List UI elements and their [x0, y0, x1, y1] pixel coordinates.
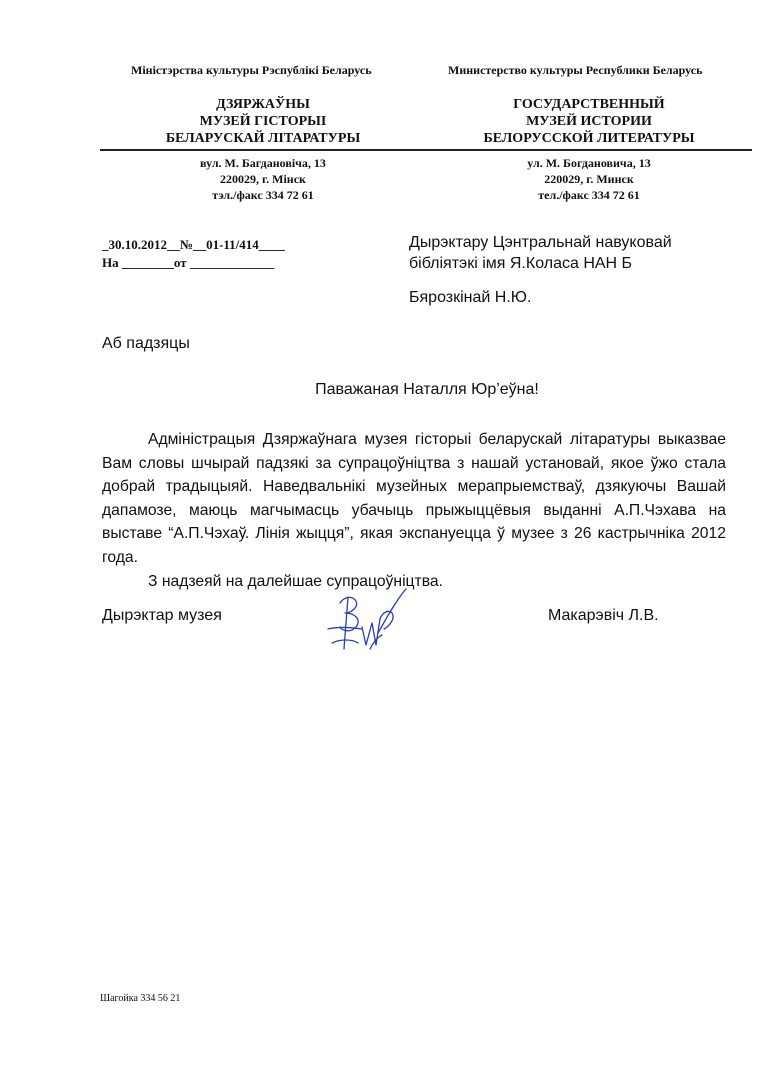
- address-line: ул. М. Богдановича, 13: [527, 156, 651, 170]
- ministry-belarusian: Міністэрства культуры Рэспублікі Беларусь: [131, 63, 372, 77]
- recipient-block: [409, 232, 672, 274]
- body-paragraph: З надзеяй на далейшае супрацоўніцтва.: [148, 572, 443, 590]
- handwritten-signature: [318, 583, 414, 663]
- org-line: МУЗЕЙ ИСТОРИИ: [526, 114, 652, 129]
- registration-reply-to: На ________от _____________: [102, 255, 275, 270]
- letter-body: [102, 428, 726, 593]
- signatory-name: Макарэвіч Л.В.: [548, 607, 659, 624]
- signatory-role: Дырэктар музея: [102, 607, 222, 624]
- org-line: ГОСУДАРСТВЕННЫЙ: [513, 97, 665, 112]
- recipient-name: Бярозкінай Н.Ю.: [409, 289, 532, 306]
- ministry-russian: Министерство культуры Республики Беларусь: [448, 63, 703, 77]
- address-line: вул. М. Багдановіча, 13: [200, 156, 326, 170]
- registration-date-number: _30.10.2012__№__01-11/414____: [102, 237, 285, 252]
- address-belarusian: [128, 155, 398, 203]
- org-line: БЕЛАРУСКАЙ ЛІТАРАТУРЫ: [165, 131, 361, 146]
- letterhead-divider: [100, 149, 752, 151]
- address-russian: [454, 155, 724, 203]
- address-line: 220029, г. Мінск: [220, 172, 306, 186]
- recipient-institution: бібліятэкі імя Я.Коласа НАН Б: [409, 255, 633, 272]
- address-line: 220029, г. Минск: [544, 172, 634, 186]
- salutation: Паважаная Наталля Юр’еўна!: [315, 381, 539, 398]
- org-line: МУЗЕЙ ГІСТОРЫІ: [199, 114, 327, 129]
- executor-footer: Шагойка 334 56 21: [100, 993, 181, 1004]
- registration-block: [102, 236, 285, 272]
- body-paragraph: Адміністрацыя Дзяржаўнага музея гісторыі беларускай літаратуры выказвае Вам словы шчырай падзякі за супрацоўніцтва з нашай установай, якое ўжо стала добрай традыцыяй. Наведвальнікі музейных мерапрыемстваў, дзякуючы Вашай дапамозе, маюць магчымасць убачыць прыжыццёвыя выданні А.П.Чэхава на выставе “А.П.Чэхаў. Лінія жыцця”, якая экспануецца ў музее з 26 кастрычніка 2012 года.: [102, 431, 726, 566]
- org-line: ДЗЯРЖАЎНЫ: [216, 97, 310, 112]
- address-line: тел./факс 334 72 61: [538, 188, 640, 202]
- organization-name-russian: [454, 96, 724, 147]
- letter-subject: Аб падзяцы: [102, 335, 190, 352]
- organization-name-belarusian: [128, 96, 398, 147]
- recipient-title: Дырэктару Цэнтральнай навуковай: [409, 234, 672, 251]
- address-line: тэл./факс 334 72 61: [212, 188, 314, 202]
- org-line: БЕЛОРУССКОЙ ЛИТЕРАТУРЫ: [483, 131, 695, 146]
